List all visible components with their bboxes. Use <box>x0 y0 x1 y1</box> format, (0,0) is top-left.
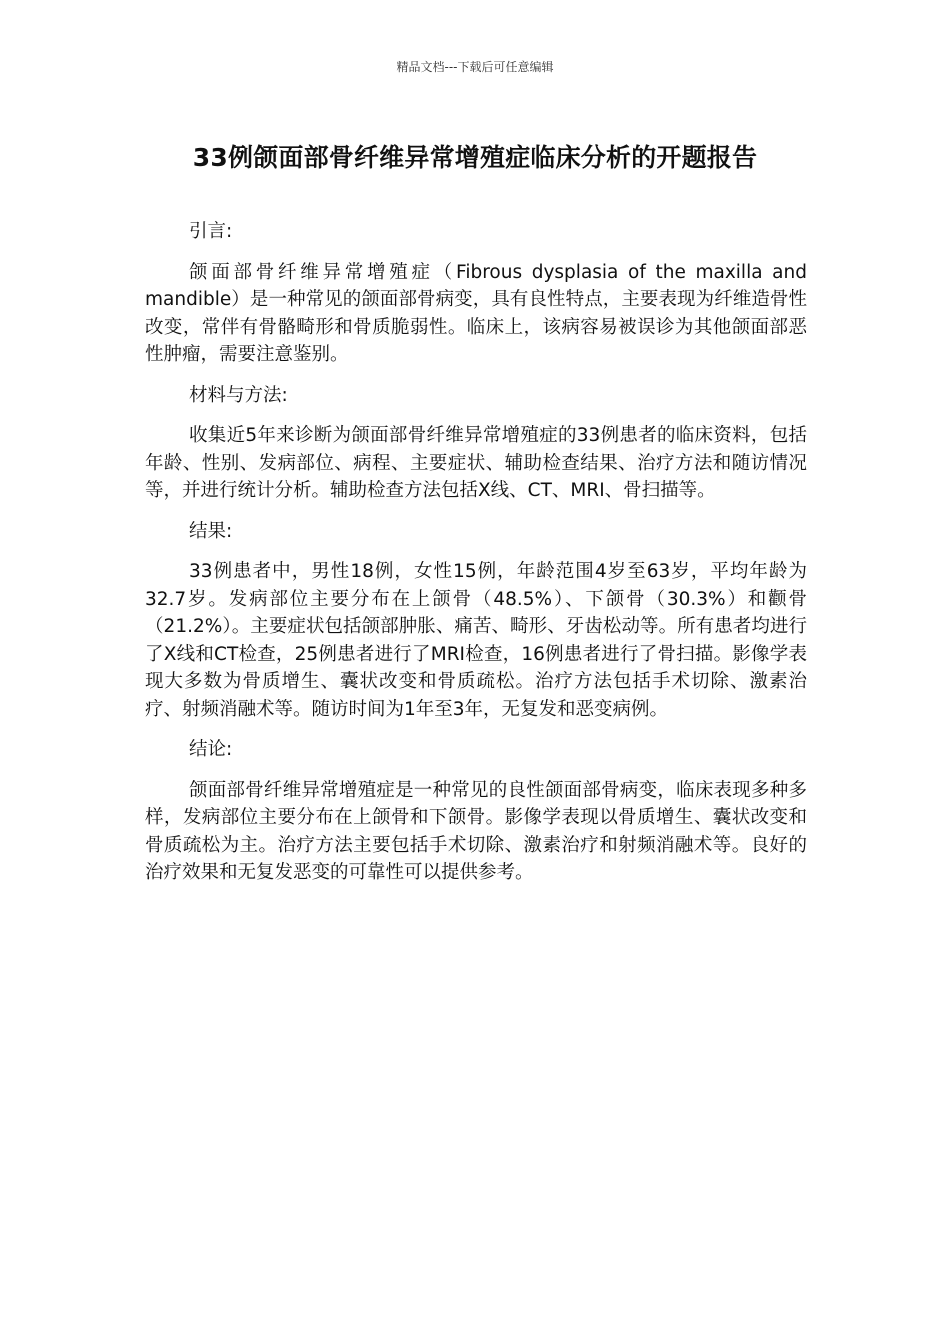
document-body <box>145 218 807 900</box>
results-paragraph: 33例患者中，男性18例，女性15例，年龄范围4岁至63岁，平均年龄为32.7岁。发病部位主要分布在上颌骨（48.5%）、下颌骨（30.3%）和颧骨（21.2%）。主要症状包括颌部肿胀、痛苦、畸形、牙齿松动等。所有患者均进行了X线和CT检查，25例患者进行了MRI检查，16例患者进行了骨扫描。影像学表现大多数为骨质增生、囊状改变和骨质疏松。治疗方法包括手术切除、激素治疗、射频消融术等。随访时间为1年至3年，无复发和恶变病例。 <box>145 561 807 720</box>
methods-paragraph: 收集近5年来诊断为颌面部骨纤维异常增殖症的33例患者的临床资料，包括年龄、性别、发病部位、病程、主要症状、辅助检查结果、治疗方法和随访情况等，并进行统计分析。辅助检查方法包括X线、CT、MRI、骨扫描等。 <box>145 425 807 501</box>
intro-heading: 引言: <box>189 221 233 242</box>
header-note: 精品文档---下载后可任意编辑 <box>396 60 554 74</box>
results-heading: 结果: <box>189 520 233 542</box>
methods-heading: 材料与方法: <box>189 384 288 406</box>
conclusion-heading: 结论: <box>189 739 233 760</box>
conclusion-paragraph: 颌面部骨纤维异常增殖症是一种常见的良性颌面部骨病变，临床表现多种多样，发病部位主要分布在上颌骨和下颌骨。影像学表现以骨质增生、囊状改变和骨质疏松为主。治疗方法主要包括手术切除、激素治疗和射频消融术等。良好的治疗效果和无复发恶变的可靠性可以提供参考。 <box>145 779 807 883</box>
intro-paragraph: 颌面部骨纤维异常增殖症（Fibrous dysplasia of the maxilla and mandible）是一种常见的颌面部骨病变，具有良性特点，主要表现为纤维造骨性改变，常伴有骨骼畸形和骨质脆弱性。临床上，该病容易被误诊为其他颌面部恶性肿瘤，需要注意鉴别。 <box>145 261 807 365</box>
document-title: 33例颌面部骨纤维异常增殖症临床分析的开题报告 <box>192 143 758 172</box>
